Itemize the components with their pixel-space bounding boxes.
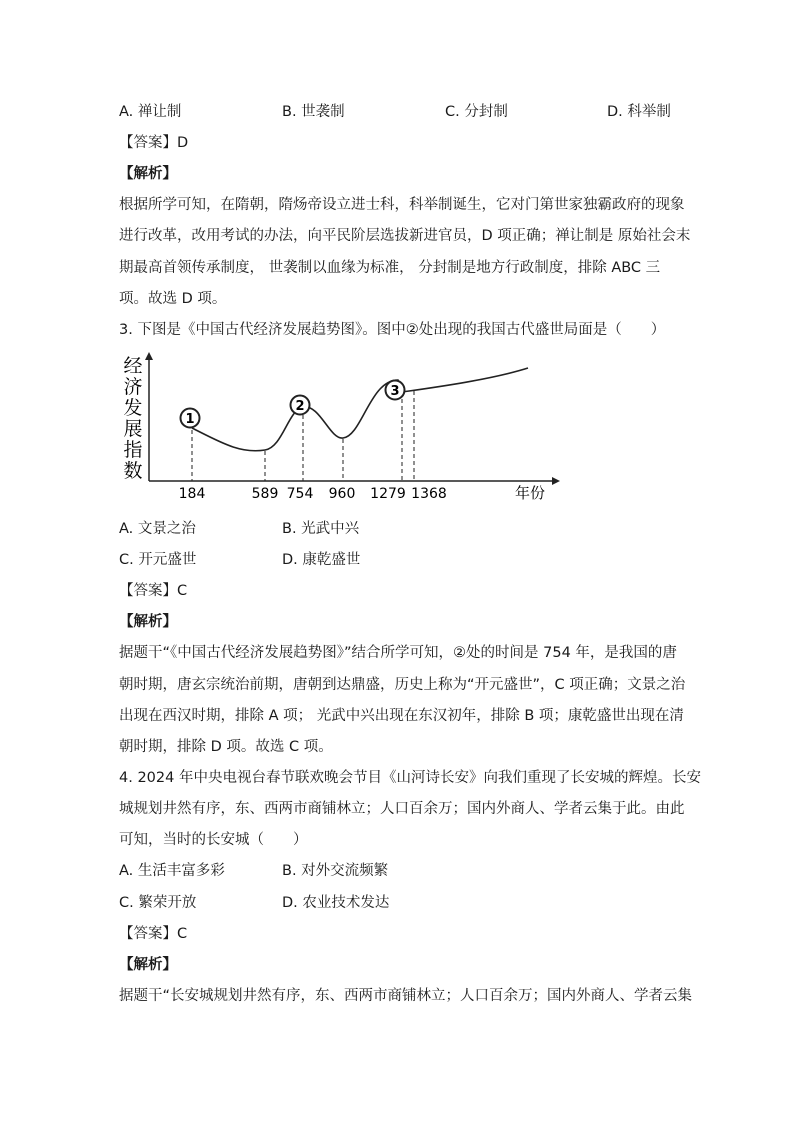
q2-analysis-line: 根据所学可知，在隋朝，隋炀帝设立进士科，科举制诞生，它对门第世家独霸政府的现象 [119, 197, 685, 213]
y-axis-label-char: 济 [123, 376, 143, 398]
x-tick-label: 589 [251, 486, 279, 502]
y-axis-label-char: 发 [123, 397, 143, 419]
q3-analysis-line: 出现在西汉时期，排除 A 项； 光武中兴出现在东汉初年，排除 B 项；康乾盛世出现在清 [119, 708, 684, 724]
svg-text:1: 1 [185, 412, 195, 427]
q4-option-c: C. 繁荣开放 [119, 895, 197, 911]
q3-option-b: B. 光武中兴 [282, 521, 360, 537]
marker-1 [181, 409, 200, 428]
q4-stem-line: 城规划井然有序，东、西两市商铺林立；人口百余万；国内外商人、学者云集于此。由此 [119, 801, 685, 817]
y-axis-arrow [145, 352, 153, 360]
marker-2 [291, 396, 310, 415]
svg-text:3: 3 [390, 384, 400, 399]
marker-3 [386, 381, 405, 400]
q3-stem: 3. 下图是《中国古代经济发展趋势图》。图中②处出现的我国古代盛世局面是（ ） [119, 322, 666, 338]
q3-answer: 【答案】C [119, 583, 188, 599]
economic-trend-chart [0, 350, 794, 510]
q3-analysis-line: 据题干“《中国古代经济发展趋势图》”结合所学可知，②处的时间是 754 年，是我国的唐 [119, 645, 677, 661]
q4-option-d: D. 农业技术发达 [282, 895, 390, 911]
q2-option-d: D. 科举制 [607, 104, 671, 120]
x-tick-label: 754 [286, 486, 314, 502]
q4-stem-line: 4. 2024 年中央电视台春节联欢晚会节目《山河诗长安》向我们重现了长安城的辉煌。长安 [119, 770, 701, 786]
q4-analysis-label: 【解析】 [119, 957, 177, 973]
x-axis-label: 年份 [514, 484, 546, 502]
x-tick-label: 184 [178, 486, 206, 502]
q2-analysis-line: 进行改革，改用考试的办法，向平民阶层选拔新进官员，D 项正确；禅让制是 原始社会末 [119, 228, 691, 244]
y-axis-label [123, 355, 142, 482]
q3-option-d: D. 康乾盛世 [282, 552, 361, 568]
x-tick-label: 1279 [370, 486, 406, 502]
q3-option-c: C. 开元盛世 [119, 552, 197, 568]
y-axis-label-char: 指 [123, 439, 143, 461]
y-axis-label-char: 数 [123, 460, 143, 482]
q2-option-a: A. 禅让制 [119, 104, 182, 120]
q2-analysis-line: 期最高首领传承制度， 世袭制以血缘为标准， 分封制是地方行政制度，排除 ABC 三 [119, 260, 661, 276]
q2-analysis-label: 【解析】 [119, 166, 177, 182]
q3-option-a: A. 文景之治 [119, 521, 196, 537]
q3-analysis-line: 朝时期，排除 D 项。故选 C 项。 [119, 739, 333, 755]
y-axis-label-char: 经 [123, 355, 143, 377]
q4-option-a: A. 生活丰富多彩 [119, 863, 225, 879]
q3-analysis-label: 【解析】 [119, 614, 177, 630]
x-tick-label: 1368 [411, 486, 447, 502]
q2-analysis-line: 项。故选 D 项。 [119, 291, 227, 307]
q3-analysis-line: 朝时期，唐玄宗统治前期，唐朝到达鼎盛，历史上称为“开元盛世”，C 项正确；文景之治 [119, 677, 686, 693]
q4-option-b: B. 对外交流频繁 [282, 863, 389, 879]
q2-option-b: B. 世袭制 [282, 104, 345, 120]
x-tick-label: 960 [328, 486, 356, 502]
svg-text:2: 2 [295, 399, 305, 414]
y-axis-label-char: 展 [123, 418, 143, 440]
q2-option-c: C. 分封制 [445, 104, 508, 120]
trend-curve [192, 368, 528, 451]
x-axis-arrow [552, 477, 560, 485]
q4-stem-line: 可知，当时的长安城（ ） [119, 832, 308, 848]
q4-answer: 【答案】C [119, 926, 188, 942]
q2-answer: 【答案】D [119, 135, 189, 151]
q4-analysis-line: 据题干“长安城规划井然有序，东、西两市商铺林立；人口百余万；国内外商人、学者云集 [119, 988, 693, 1004]
